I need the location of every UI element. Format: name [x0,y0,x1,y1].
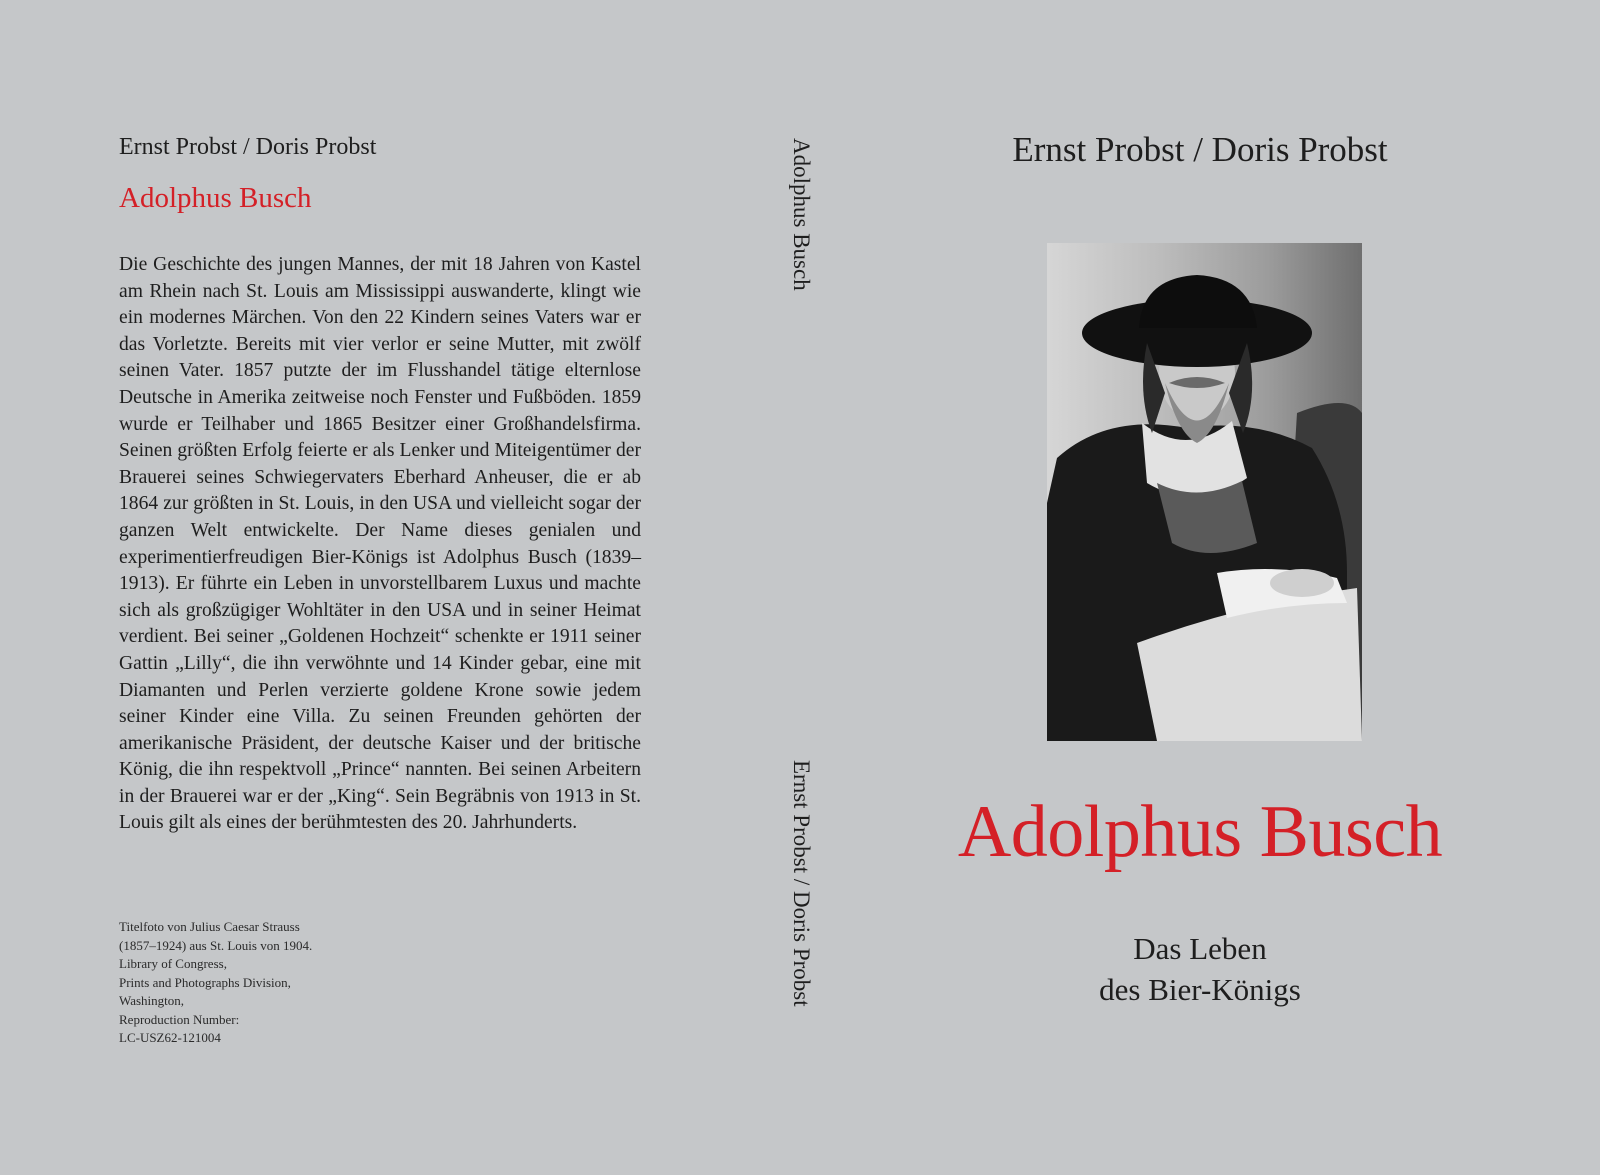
back-cover-authors: Ernst Probst / Doris Probst [119,134,377,160]
credit-line: Titelfoto von Julius Caesar Strauss [119,919,300,934]
front-cover-subtitle [900,928,1500,1010]
photo-credits [119,918,419,1048]
portrait-photo [1047,243,1362,741]
back-cover-blurb [119,252,641,837]
subtitle-line: Das Leben [1133,931,1267,966]
subtitle-line: des Bier-Königs [1099,972,1301,1007]
credit-line: Reproduction Number: [119,1011,240,1027]
front-cover-authors: Ernst Probst / Doris Probst [1012,130,1388,169]
portrait-illustration [1047,243,1362,741]
credit-line: (1857–1924) aus St. Louis von 1904. [119,937,313,953]
credit-line: Prints and Photographs Division, [119,974,291,990]
back-cover-title: Adolphus Busch [119,182,312,214]
spine-authors: Ernst Probst / Doris Probst [789,760,814,1007]
front-cover-title: Adolphus Busch [957,791,1443,873]
spine-title: Adolphus Busch [789,138,814,291]
credit-line: Washington, [119,993,185,1008]
book-spine [770,0,832,1175]
credit-line: Library of Congress, [119,956,227,971]
credit-line: LC-USZ62-121004 [119,1030,221,1045]
front-cover [900,0,1600,1175]
blurb-text: Die Geschichte des jungen Mannes, der mit 18 Jahren von Kastel am Rhein nach St. Louis am Mississippi auswanderte, klingt wie ein modernes Märchen. Von den 22 Kindern seines Vaters war er das Vorletzte. Bereits mit vier verlor er seine Mutter, mit zwölf seinen Vater. 1857 putzte der im Flusshandel tätige elternlose Deutsche in Amerika zeitweise noch Fenster und Fußböden. 1859 wurde er Teilhaber und 1865 Besitzer einer Großhandelsfirma. Seinen größten Erfolg feierte er als Lenker und Miteigentümer der Brauerei seines Schwiegervaters Eberhard Anheuser, die er ab 1864 zur größten in St. Louis, in den USA und vielleicht sogar der ganzen Welt entwickelte. Der Name dieses genialen und experimentierfreudigen Bier-Königs ist Adolphus Busch (1839–1913). Er führte ein Leben in unvorstellbarem Luxus und machte sich als großzügiger Wohltäter in den USA und in seiner Heimat verdient. Bei seiner „Goldenen Hochzeit“ schenkte er 1911 seiner Gattin „Lilly“, die ihn verwöhnte und 14 Kinder gebar, eine mit Diamanten und Perlen verzierte goldene Krone sowie jedem seiner Kinder eine Villa. Zu seinen Freunden gehörten der amerikanische Präsident, der deutsche Kaiser und der britische König, die ihn respektvoll „Prince“ nannten. Bei seinen Arbeitern in der Brauerei war er der „King“. Sein Begräbnis von 1913 in St. Louis gilt als eines der berühmtesten des 20. Jahrhunderts. [119,254,641,834]
back-cover [0,0,740,1175]
